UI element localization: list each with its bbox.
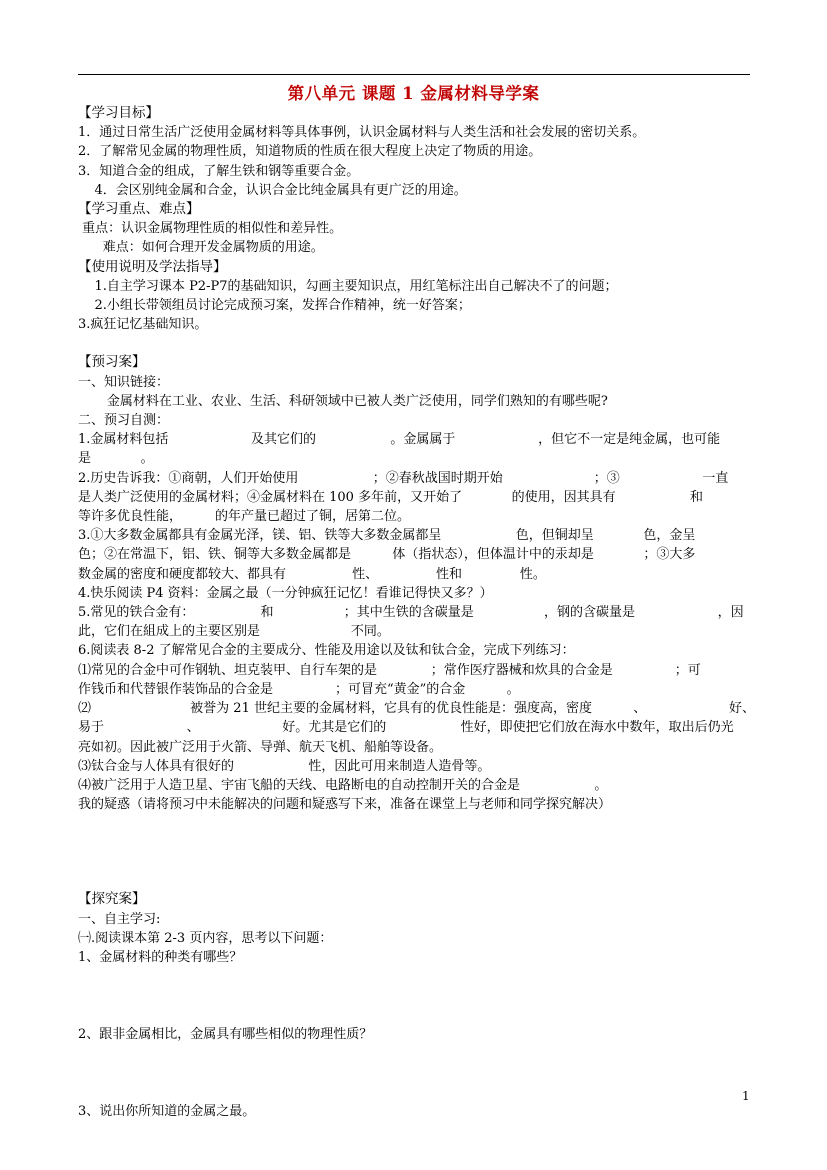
- preview-line: 等许多优良性能， 的年产量已超过了铜，居第二位。: [78, 509, 411, 525]
- page-number: 1: [742, 1089, 750, 1103]
- preview-line: 一、知识链接：: [78, 374, 170, 390]
- preview-line: 5.常见的铁合金有： 和 ；其中生铁的含碳量是 ，钢的含碳量是 ，因: [78, 605, 744, 621]
- method-line: 1.自主学习课本 P2-P7的基础知识，勾画主要知识点，用红笔标注出自己解决不了的问题；: [78, 278, 618, 294]
- section-heading-key: 【学习重点、难点】: [78, 201, 200, 218]
- preview-line: 数金属的密度和硬度都较大、都具有 性、 性和 性。: [78, 566, 546, 582]
- section-heading-preview: 【预习案】: [78, 354, 146, 371]
- method-line: 2.小组长带领组员讨论完成预习案，发挥合作精神，统一好答案；: [78, 298, 471, 314]
- preview-line: 色；②在常温下，铝、铁、铜等大多数金属都是 体（指状态），但体温计中的汞却是 ；③大多: [78, 547, 696, 563]
- method-line: 3.疯狂记忆基础知识。: [78, 317, 208, 333]
- preview-line: 是人类广泛使用的金属材料；④金属材料在 100 多年前，又开始了 的使用，因其具有 和: [78, 489, 704, 505]
- preview-line: 易于 、 好。尤其是它们的 性好，即使把它们放在海水中数年，取出后仍光: [78, 720, 734, 736]
- preview-line: 此，它们在組成上的主要区别是 不同。: [78, 624, 390, 640]
- preview-line: ⑷被广泛用于人造卫星、宇宙飞船的天线、电路断电的自动控制开关的合金是 。: [78, 777, 608, 793]
- preview-line: 3.①大多数金属都具有金属光泽，镁、铝、铁等大多数金属都呈 色，但铜却呈 色，金呈: [78, 528, 696, 544]
- preview-line: 是 。: [78, 451, 154, 467]
- goal-line: 3．知道合金的组成，了解生铁和钢等重要合金。: [78, 163, 360, 179]
- goal-line: 2．了解常见金属的物理性质，知道物质的性质在很大程度上决定了物质的用途。: [78, 144, 542, 160]
- explore-line: 一、自主学习:: [78, 911, 161, 927]
- preview-line: ⑴常见的合金中可作钢轨、坦克装甲、自行车架的是 ；常作医疗器械和炊具的合金是 ；可: [78, 662, 701, 678]
- section-heading-method: 【使用说明及学法指导】: [78, 258, 227, 275]
- preview-line: 2.历史告诉我：①商朝，人们开始使用 ；②春秋战国时期开始 ；③ 一直: [78, 470, 729, 486]
- preview-line: 作钱币和代替银作装饰品的合金是 ；可冒充“黄金”的合金 。: [78, 681, 520, 697]
- document-body: [78, 104, 755, 1122]
- key-line: 重点：认识金属物理性质的相似性和差异性。: [78, 221, 343, 237]
- preview-line: 6.阅读表 8-2 了解常见合金的主要成分、性能及用途以及钛和钛合金，完成下列练习：: [78, 643, 575, 659]
- preview-line: 金属材料在工业、农业、生活、科研领域中已被人类广泛使用，同学们熟知的有哪些呢?: [78, 393, 608, 409]
- preview-line: ⑵ 被誉为 21 世纪主要的金属材料，它具有的优良性能是：强度高，密度 、 好、: [78, 701, 755, 717]
- goal-line: 4．会区别纯金属和合金，认识合金比纯金属具有更广泛的用途。: [78, 182, 467, 198]
- document-title: 第八单元 课题 1 金属材料导学案: [287, 84, 540, 103]
- preview-line: 亮如初。因此被广泛用于火箭、导弹、航天飞机、船舶等设备。: [78, 739, 443, 755]
- preview-line: ⑶钛合金与人体具有很好的 性，因此可用来制造人造骨等。: [78, 758, 491, 774]
- preview-line: 我的疑惑（请将预习中未能解决的问题和疑惑写下来，准备在课堂上与老师和同学探究解决）: [78, 797, 612, 813]
- section-heading-explore: 【探究案】: [78, 891, 146, 908]
- preview-line: 4.快乐阅读 P4 资料：金属之最（一分钟疯狂记忆！看谁记得快又多？）: [78, 585, 493, 601]
- explore-question-2: 2、跟非金属相比，金属具有哪些相似的物理性质？: [78, 1027, 373, 1043]
- preview-line: 二、预习自测：: [78, 413, 170, 429]
- goal-line: 1．通过日常生活广泛使用金属材料等具体事例，认识金属材料与人类生活和社会发展的密切关系。: [78, 125, 646, 141]
- explore-line: 1、金属材料的种类有哪些？: [78, 949, 243, 965]
- explore-question-3: 3、说出你所知道的金属之最。: [78, 1104, 256, 1120]
- header-rule: [78, 74, 750, 75]
- section-heading-goals: 【学习目标】: [78, 105, 159, 121]
- explore-line: ㈠.阅读课本第 2-3 页内容，思考以下问题：: [78, 930, 333, 946]
- preview-line: 1.金属材料包括 及其它们的 。金属属于 ，但它不一定是纯金属，也可能: [78, 432, 721, 448]
- key-line: 难点：如何合理开发金属物质的用途。: [78, 240, 324, 256]
